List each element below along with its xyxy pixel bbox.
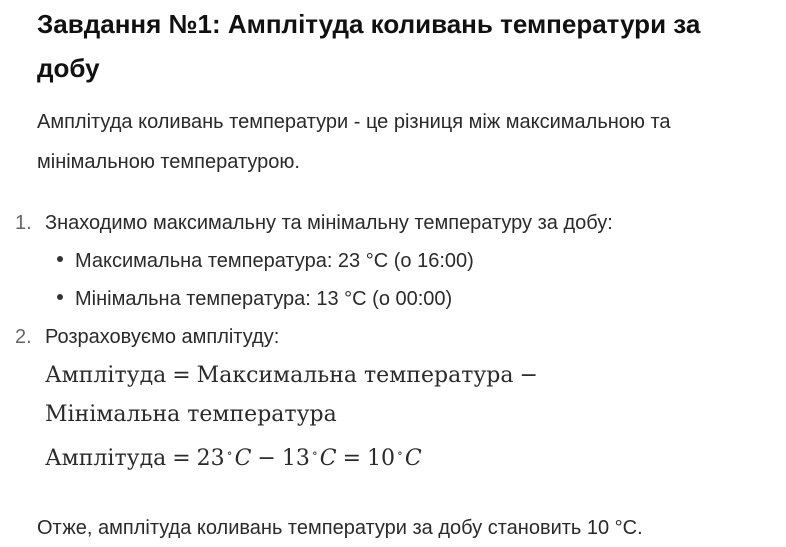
step-1 — [15, 204, 757, 318]
bullet-icon — [57, 256, 63, 262]
formula-term-max: Максимальна температура — [196, 363, 514, 388]
formula-lhs: Амплітуда — [45, 363, 167, 388]
degree-sign: ∘ — [311, 446, 318, 460]
task-label: Завдання №1: — [37, 9, 221, 39]
answer-content — [15, 0, 757, 546]
max-temperature-item — [75, 242, 757, 280]
formula-term-min: Мінімальна температура — [45, 402, 337, 427]
degree-sign: ∘ — [397, 446, 403, 460]
minus-sign: − — [519, 363, 538, 388]
formula-definition — [45, 356, 757, 434]
minus-sign: − — [257, 446, 276, 471]
unit-celsius: C — [319, 446, 337, 471]
min-temperature-item — [75, 280, 757, 318]
degree-sign: ∘ — [226, 446, 233, 460]
value-min: 13 — [281, 446, 310, 471]
unit-celsius: C — [234, 446, 252, 471]
formula-line-1 — [45, 356, 757, 395]
step-text: Знаходимо максимальну та мінімальну температуру за добу: — [45, 212, 613, 234]
task-heading — [37, 0, 757, 90]
unit-celsius: C — [404, 446, 422, 471]
steps-list — [15, 204, 757, 478]
step-number: 1. — [15, 212, 32, 234]
task-title: Амплітуда коливань температури за добу — [37, 9, 701, 83]
step-number: 2. — [15, 326, 32, 348]
intro-paragraph: Амплітуда коливань температури - це різниця між максимальною та мінімальною температурою. — [37, 111, 671, 173]
sub-item-text: Мінімальна температура: 13 °C (о 00:00) — [75, 288, 453, 310]
conclusion-paragraph: Отже, амплітуда коливань температури за добу становить 10 °C. — [37, 517, 643, 539]
equals-sign: = — [172, 446, 191, 471]
step-1-subitems — [45, 242, 757, 318]
formula-lhs: Амплітуда — [45, 446, 167, 471]
step-text: Розраховуємо амплітуду: — [45, 326, 280, 348]
formula-calculation — [45, 434, 757, 478]
formula-line-2 — [45, 395, 757, 434]
equals-sign: = — [342, 446, 362, 471]
value-result: 10 — [367, 446, 396, 471]
value-max: 23 — [196, 446, 225, 471]
step-2 — [15, 318, 757, 478]
sub-item-text: Максимальна температура: 23 °C (о 16:00) — [75, 250, 474, 272]
equals-sign: = — [172, 363, 191, 388]
bullet-icon — [57, 294, 63, 300]
